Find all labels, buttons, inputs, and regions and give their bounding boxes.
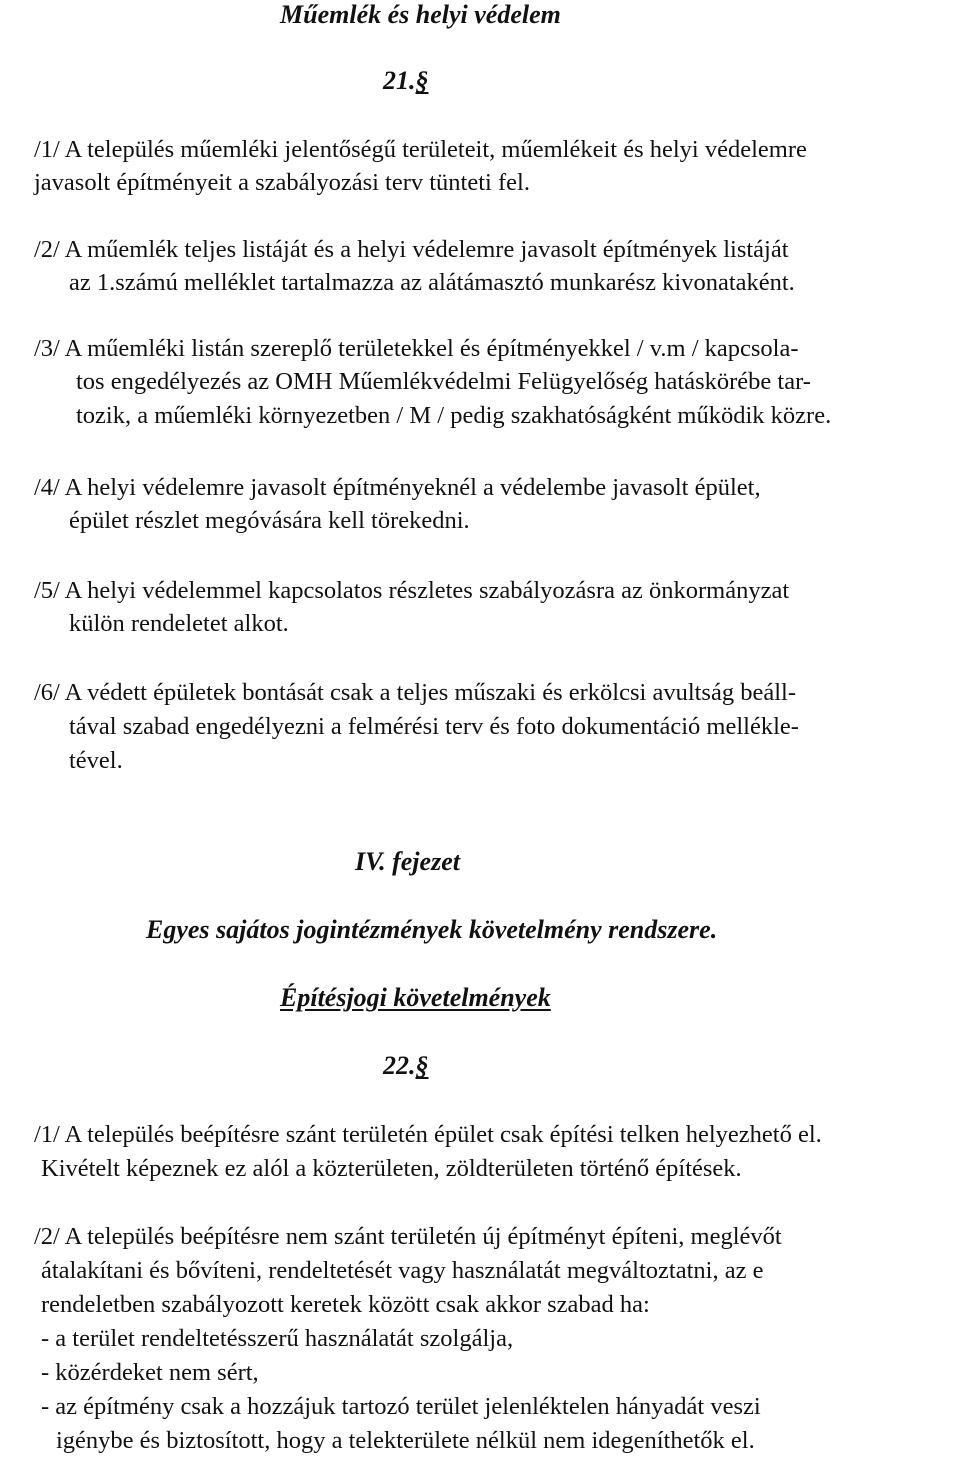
s21-p1-line1: /1/ A település műemléki jelentőségű területeit, műemlékeit és helyi védelemre xyxy=(34,136,807,163)
s22-p2-bullet2: - közérdeket nem sért, xyxy=(41,1359,259,1386)
s22-p1-line1: /1/ A település beépítésre szánt területén épület csak építési telken helyezhető el. xyxy=(34,1121,822,1148)
s21-p6-line1: /6/ A védett épületek bontását csak a teljes műszaki és erkölcsi avultság beáll- xyxy=(34,679,796,706)
chapter-title: Egyes sajátos jogintézmények követelmény rendszere. xyxy=(146,915,718,944)
section-heading: Műemlék és helyi védelem xyxy=(280,0,561,29)
s21-p4-line1: /4/ A helyi védelemre javasolt építményeknél a védelembe javasolt épület, xyxy=(34,474,761,501)
paragraph-number: 22. xyxy=(383,1051,416,1080)
s21-p6-line3: tével. xyxy=(69,747,123,774)
paragraph-number-22 xyxy=(383,1051,429,1081)
s21-p3-line2: tos engedélyezés az OMH Műemlékvédelmi Felügyelőség hatáskörébe tar- xyxy=(76,368,811,395)
paragraph-number: 21. xyxy=(383,66,416,95)
s21-p2-line1: /2/ A műemlék teljes listáját és a helyi védelemre javasolt építmények listáját xyxy=(34,236,789,263)
s22-p2-line1: /2/ A település beépítésre nem szánt területén új építményt építeni, meglévőt xyxy=(34,1223,782,1250)
s21-p3-line3: tozik, a műemléki környezetben / M / pedig szakhatóságként működik közre. xyxy=(76,402,832,429)
s22-p1-line2: Kivételt képeznek ez alól a közterületen, zöldterületen történő építések. xyxy=(41,1155,742,1182)
s21-p5-line2: külön rendeletet alkot. xyxy=(69,610,289,637)
subchapter-heading: Építésjogi követelmények xyxy=(280,983,551,1012)
chapter-heading: IV. fejezet xyxy=(355,847,460,876)
s22-p2-line3: rendeletben szabályozott keretek között csak akkor szabad ha: xyxy=(41,1291,650,1318)
paragraph-sign: § xyxy=(415,66,429,95)
paragraph-number-21 xyxy=(383,66,429,96)
s22-p2-line2: átalakítani és bővíteni, rendeltetését vagy használatát megváltoztatni, az e xyxy=(41,1257,764,1284)
s21-p3-line1: /3/ A műemléki listán szereplő területekkel és építményekkel / v.m / kapcsola- xyxy=(34,335,799,362)
s22-p2-bullet3: - az építmény csak a hozzájuk tartozó terület jelenléktelen hányadát veszi xyxy=(41,1393,761,1420)
s21-p2-line2: az 1.számú melléklet tartalmazza az alátámasztó munkarész kivonataként. xyxy=(69,269,795,296)
s22-p2-bullet3-cont: igénybe és biztosított, hogy a telekterülete nélkül nem idegeníthetők el. xyxy=(56,1427,755,1454)
s21-p4-line2: épület részlet megóvására kell törekedni. xyxy=(69,507,470,534)
s22-p2-bullet1: - a terület rendeltetésszerű használatát szolgálja, xyxy=(41,1325,514,1352)
s21-p1-line2: javasolt építményeit a szabályozási terv tünteti fel. xyxy=(34,169,530,196)
s21-p5-line1: /5/ A helyi védelemmel kapcsolatos részletes szabályozásra az önkormányzat xyxy=(34,577,790,604)
s21-p6-line2: tával szabad engedélyezni a felmérési terv és foto dokumentáció mellékle- xyxy=(69,713,799,740)
paragraph-sign: § xyxy=(415,1051,429,1080)
